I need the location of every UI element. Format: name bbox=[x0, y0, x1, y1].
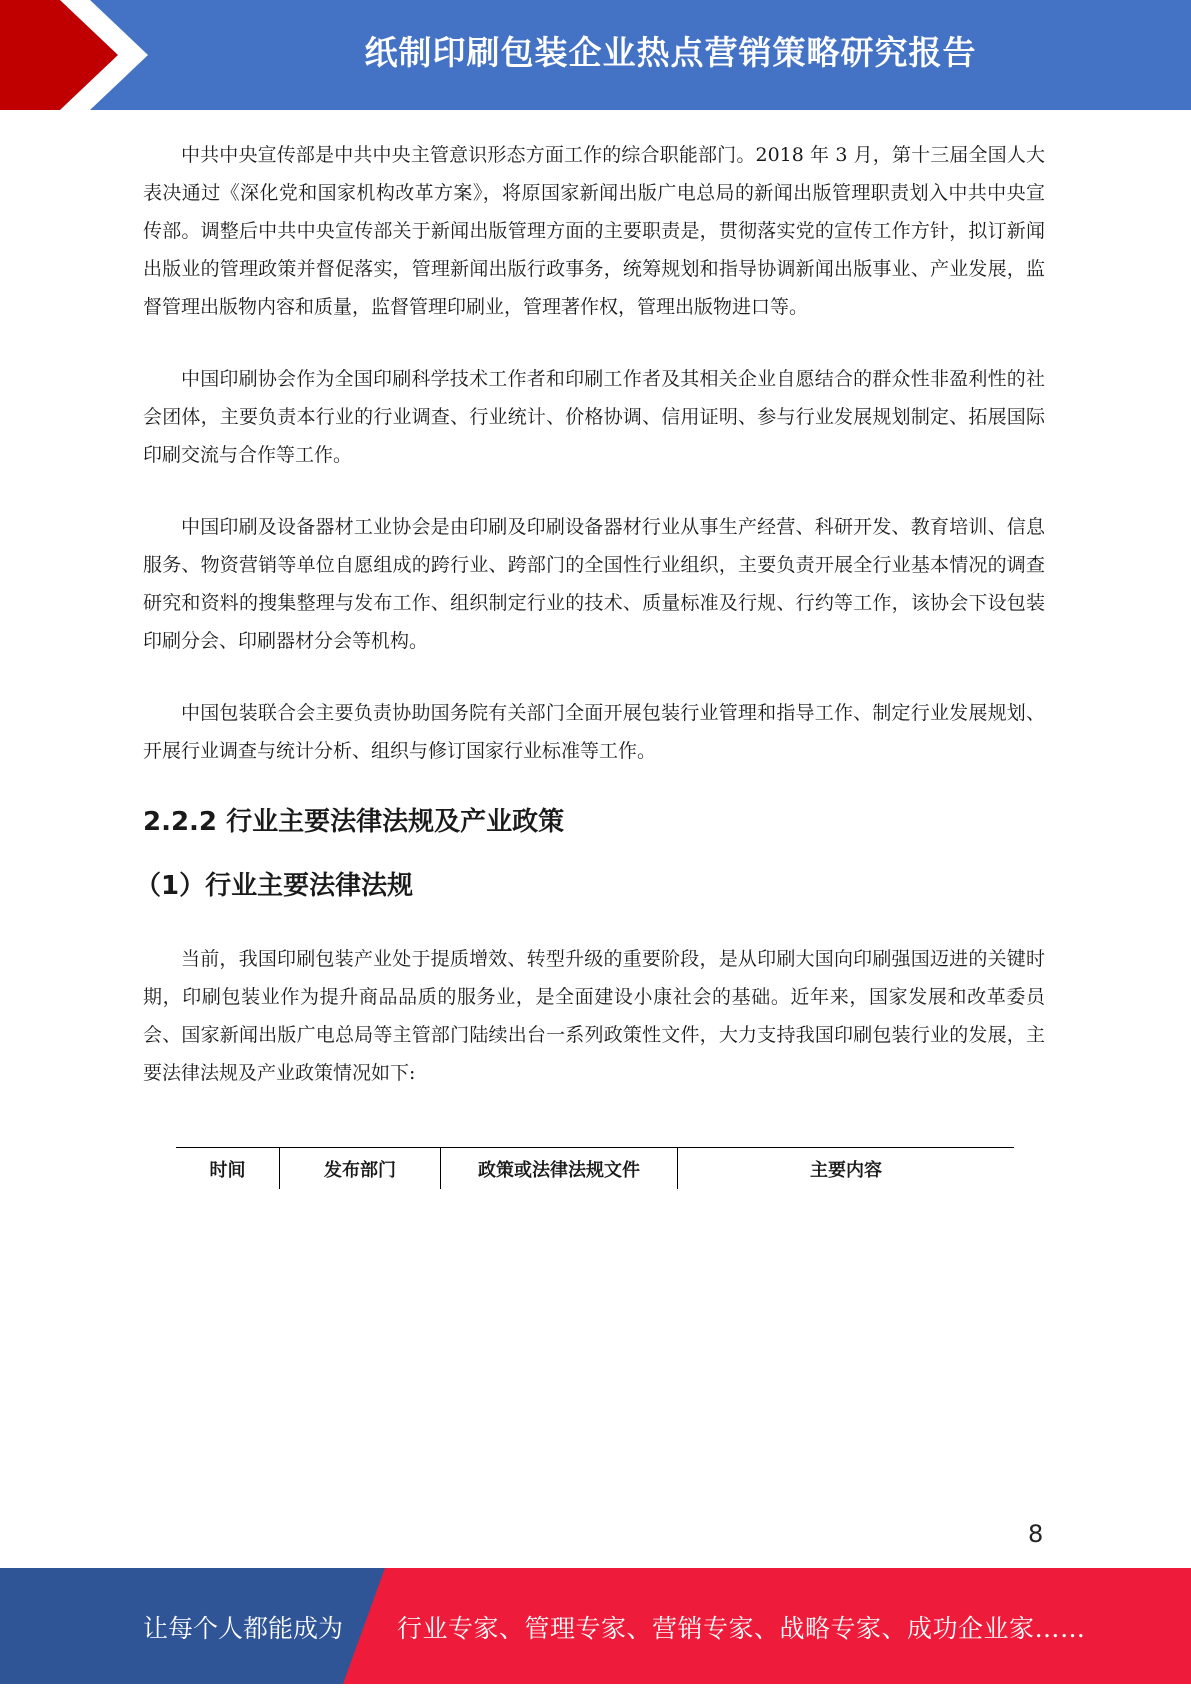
paragraph-intro: 当前，我国印刷包装产业处于提质增效、转型升级的重要阶段，是从印刷大国向印刷强国迈进的关键时期，印刷包装业作为提升商品品质的服务业，是全面建设小康社会的基础。近年来，国家发展和改革委员会、国家新闻出版广电总局等主管部门陆续出台一系列政策性文件，大力支持我国印刷包装行业的发展，主要法律法规及产业政策情况如下: bbox=[143, 948, 1045, 1084]
table-header-document: 政策或法律法规文件 bbox=[441, 1148, 678, 1190]
page-number: 8 bbox=[1028, 1520, 1044, 1548]
section-heading: 2.2.2 行业主要法律法规及产业政策 bbox=[143, 807, 565, 837]
subsection-heading: （1）行业主要法律法规 bbox=[135, 871, 414, 901]
table-header-department: 发布部门 bbox=[280, 1148, 441, 1190]
footer-slogan-left: 让每个人都能成为 bbox=[143, 1614, 344, 1643]
header-arrow-decoration bbox=[0, 0, 160, 110]
table-header-row bbox=[176, 1148, 1014, 1190]
table-header-time: 时间 bbox=[176, 1148, 280, 1190]
page-content bbox=[135, 136, 1045, 1126]
footer-slogan-right: 行业专家、管理专家、营销专家、战略专家、成功企业家…… bbox=[397, 1614, 1086, 1643]
footer-banner bbox=[0, 1568, 1191, 1684]
policy-table bbox=[176, 1147, 1014, 1189]
report-title: 纸制印刷包装企业热点营销策略研究报告 bbox=[364, 33, 977, 72]
paragraph-packaging-federation: 中国包装联合会主要负责协助国务院有关部门全面开展包装行业管理和指导工作、制定行业发展规划、开展行业调查与统计分析、组织与修订国家行业标准等工作。 bbox=[143, 702, 1045, 762]
paragraph-propaganda-dept: 中共中央宣传部是中共中央主管意识形态方面工作的综合职能部门。2018 年 3 月，第十三届全国人大表决通过《深化党和国家机构改革方案》，将原国家新闻出版广电总局的新闻出版管理职责划入中共中央宣传部。调整后中共中央宣传部关于新闻出版管理方面的主要职责是，贯彻落实党的宣传工作方针，拟订新闻出版业的管理政策并督促落实，管理新闻出版行政事务，统筹规划和指导协调新闻出版事业、产业发展，监督管理出版物内容和质量，监督管理印刷业，管理著作权，管理出版物进口等。 bbox=[143, 144, 1045, 318]
paragraph-printing-association: 中国印刷协会作为全国印刷科学技术工作者和印刷工作者及其相关企业自愿结合的群众性非盈利性的社会团体，主要负责本行业的行业调查、行业统计、价格协调、信用证明、参与行业发展规划制定、拓展国际印刷交流与合作等工作。 bbox=[143, 368, 1045, 466]
table-header-content: 主要内容 bbox=[678, 1148, 1015, 1190]
paragraph-equipment-association: 中国印刷及设备器材工业协会是由印刷及印刷设备器材行业从事生产经营、科研开发、教育培训、信息服务、物资营销等单位自愿组成的跨行业、跨部门的全国性行业组织，主要负责开展全行业基本情况的调查研究和资料的搜集整理与发布工作、组织制定行业的技术、质量标准及行规、行约等工作，该协会下设包装印刷分会、印刷器材分会等机构。 bbox=[143, 516, 1045, 652]
header-banner bbox=[0, 0, 1191, 110]
